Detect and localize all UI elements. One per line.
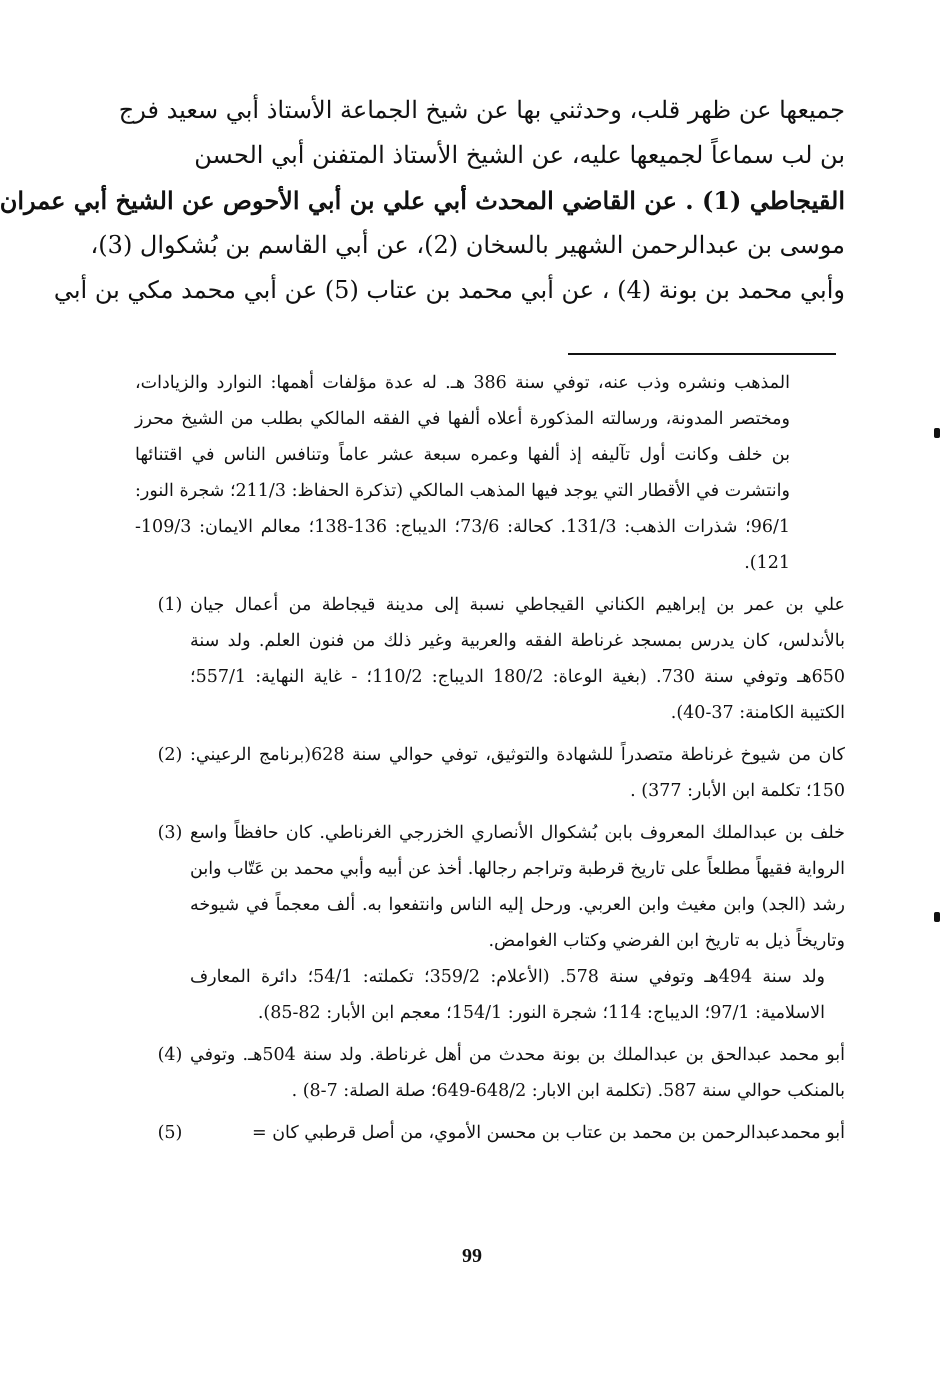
- footnote-paragraph: ولد سنة 494هـ وتوفي سنة 578. (الأعلام: 359/2؛ تكملته: 54/1؛ دائرة المعارف الاسلامية: 97/1؛ الديباج: 114؛ شجرة النور: 154/1؛ معجم ابن الأبار: 82-85).: [190, 967, 826, 1023]
- main-text-line: وأبي محمد بن بونة (4) ، عن أبي محمد بن عتاب (5) عن أبي محمد مكي بن أبي: [53, 276, 845, 304]
- margin-mark: [934, 912, 940, 922]
- footnote-separator: [568, 353, 836, 355]
- footnote-item: [135, 1037, 845, 1109]
- footnote-item: [135, 737, 845, 809]
- main-text-line: بن لب سماعاً لجميعها عليه، عن الشيخ الأستاذ المتفنن أبي الحسن: [194, 141, 845, 169]
- footnote-body: [190, 737, 845, 809]
- footnote-paragraph: علي بن عمر بن إبراهيم الكناني القيجاطي نسبة إلى مدينة قيجاطة من أعمال جيان بالأندلس، كان يدرس بمسجد غرناطة الفقه والعربية وغير ذلك من فنون العلم. ولد سنة 650هـ وتوفي سنة 730. (بغية الوعاة: 180/2 الديباج: 110/2؛ - غاية النهاية: 557/1؛ الكتيبة الكامنة: 37-40).: [190, 595, 845, 723]
- footnote-number: (2): [157, 745, 183, 765]
- footnote-paragraph: كان من شيوخ غرناطة متصدراً للشهادة والتوثيق، توفي حوالي سنة 628(برنامج الرعيني: 150؛ تكلمة ابن الأبار: 377) .: [190, 745, 845, 801]
- main-text-line: جميعها عن ظهر قلب، وحدثني بها عن شيخ الجماعة الأستاذ أبي سعيد فرج: [118, 96, 845, 124]
- page-number: 99: [462, 1245, 482, 1267]
- footnote-number: (4): [157, 1045, 183, 1065]
- main-text-line: موسى بن عبدالرحمن الشهير بالسخان (2)، عن أبي القاسم بن بُشكوال (3)،: [90, 231, 845, 259]
- footnote-item: [135, 815, 845, 1031]
- main-text-line: القيجاطي (1) . عن القاضي المحدث أبي علي بن أبي الأحوص عن الشيخ أبي عمران: [0, 186, 845, 215]
- margin-mark: [934, 428, 940, 438]
- footnotes-section: [135, 365, 845, 1151]
- footnote-number: (3): [157, 823, 183, 843]
- footnote-item: [135, 1115, 845, 1151]
- footnote-number: (1): [157, 595, 183, 615]
- footnote-body: [190, 1037, 845, 1109]
- footnote-item: [135, 587, 845, 731]
- main-text-block: [0, 88, 845, 313]
- footnote-paragraph: أبو محمد عبدالحق بن عبدالملك بن بونة محدث من أهل غرناطة. ولد سنة 504هـ. وتوفي بالمنكب حوالي سنة 587. (تكلمة ابن الابار: 648/2-649؛ صلة الصلة: 7-8) .: [190, 1045, 845, 1101]
- footnote-body: [190, 587, 845, 731]
- footnote-number: (5): [157, 1123, 183, 1143]
- footnote-paragraph: أبو محمدعبدالرحمن بن محمد بن عتاب بن محسن الأموي، من أصل قرطبي كان =: [251, 1123, 845, 1143]
- footnote-body: [190, 815, 845, 1031]
- footnote-continuation: المذهب ونشره وذب عنه، توفي سنة 386 هـ. له عدة مؤلفات أهمها: النوارد والزيادات، ومختصر المدونة، ورسالته المذكورة أعلاه ألفها في الفقه المالكي بطلب من الشيخ محرز بن خلف وكانت أول تآليفه إذ ألفها وعمره سبعة عشر عاماً وتنافس الناس في اقتنائها وانتشرت في الأقطار التي يوجد فيها المذهب المالكي (تذكرة الحفاظ: 211/3؛ شجرة النور: 96/1؛ شذرات الذهب: 131/3. كحالة: 73/6؛ الديباج: 136-138؛ معالم الايمان: 109/3-121).: [135, 373, 790, 573]
- footnote-paragraph: خلف بن عبدالملك المعروف بابن بُشكوال الأنصاري الخزرجي الغرناطي. كان حافظاً واسع الرواية فقيهاً مطلعاً على تاريخ قرطبة وتراجم رجالها. أخذ عن أبيه وأبي محمد بن عَتّاب وابن رشد (الجد) وابن مغيث وابن العربي. ورحل إليه الناس وانتفعوا به. ألف معجماً في شيوخه وتاريخاً ذيل به تاريخ ابن الفرضي وكتاب الغوامض.: [190, 823, 845, 951]
- footnote-body: [190, 1115, 845, 1151]
